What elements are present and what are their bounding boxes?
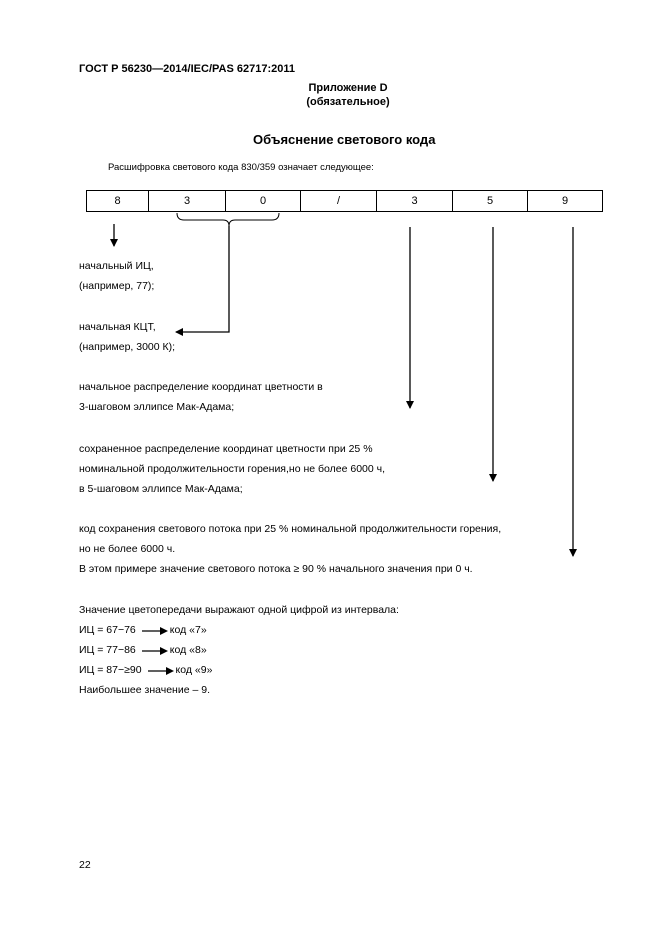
cri-rule-row (79, 643, 399, 657)
lumen-line: код сохранения светового потока при 25 % номинальной продолжительности горения, (79, 523, 502, 535)
right-arrow-icon (148, 665, 174, 675)
cri-line: начальный ИЦ, (79, 260, 154, 272)
cri-code: код «9» (175, 664, 213, 676)
maintained-color-line: сохраненное распределение координат цветности при 25 % (79, 443, 373, 455)
initial-color-line: 3-шаговом эллипсе Мак-Адама; (79, 401, 235, 413)
cri-rules-intro: Значение цветопередачи выражают одной цифрой из интервала: (79, 604, 399, 616)
code-cell: 8 (87, 191, 149, 211)
cri-text (79, 259, 154, 293)
code-cell: 3 (149, 191, 226, 211)
cct-line: (например, 3000 К); (79, 341, 176, 353)
code-cell: 3 (377, 191, 453, 211)
cct-line: начальная КЦТ, (79, 321, 156, 333)
maintained-color-line: номинальной продолжительности горения,но не более 6000 ч, (79, 463, 386, 475)
annex-label: Приложение D (308, 82, 388, 94)
cri-line: (например, 77); (79, 280, 155, 292)
lumen-line: но не более 6000 ч. (79, 543, 176, 555)
annex-type: (обязательное) (306, 96, 390, 108)
cri-rule-row (79, 663, 399, 677)
cri-rules (79, 603, 399, 697)
cri-code: код «7» (169, 624, 207, 636)
cri-range: ИЦ = 87−≥90 (79, 664, 142, 676)
lumen-text (79, 522, 501, 576)
code-cell: / (301, 191, 377, 211)
initial-color-text (79, 380, 323, 414)
page-title: Объяснение светового кода (253, 132, 436, 147)
initial-color-line: начальное распределение координат цветности в (79, 381, 323, 393)
cri-rule-row (79, 623, 399, 637)
maintained-color-text (79, 442, 385, 496)
maintained-color-line: в 5-шаговом эллипсе Мак-Адама; (79, 483, 243, 495)
cct-text (79, 320, 175, 354)
document-id: ГОСТ Р 56230—2014/IEC/PAS 62717:2011 (79, 63, 295, 75)
page-number: 22 (79, 859, 91, 871)
brace-cct (177, 213, 279, 226)
cri-range: ИЦ = 67−76 (79, 624, 136, 636)
lumen-line: В этом примере значение светового потока ≥ 90 % начального значения при 0 ч. (79, 563, 473, 575)
arrow-cct (176, 226, 229, 332)
right-arrow-icon (142, 645, 168, 655)
code-cell: 5 (453, 191, 528, 211)
cri-code: код «8» (169, 644, 207, 656)
code-cell: 0 (226, 191, 301, 211)
cri-max-value: Наибольшее значение – 9. (79, 684, 210, 696)
right-arrow-icon (142, 625, 168, 635)
code-cell: 9 (561, 195, 569, 207)
intro-text: Расшифровка светового кода 830/359 означает следующее: (108, 162, 374, 173)
cri-range: ИЦ = 77−86 (79, 644, 136, 656)
